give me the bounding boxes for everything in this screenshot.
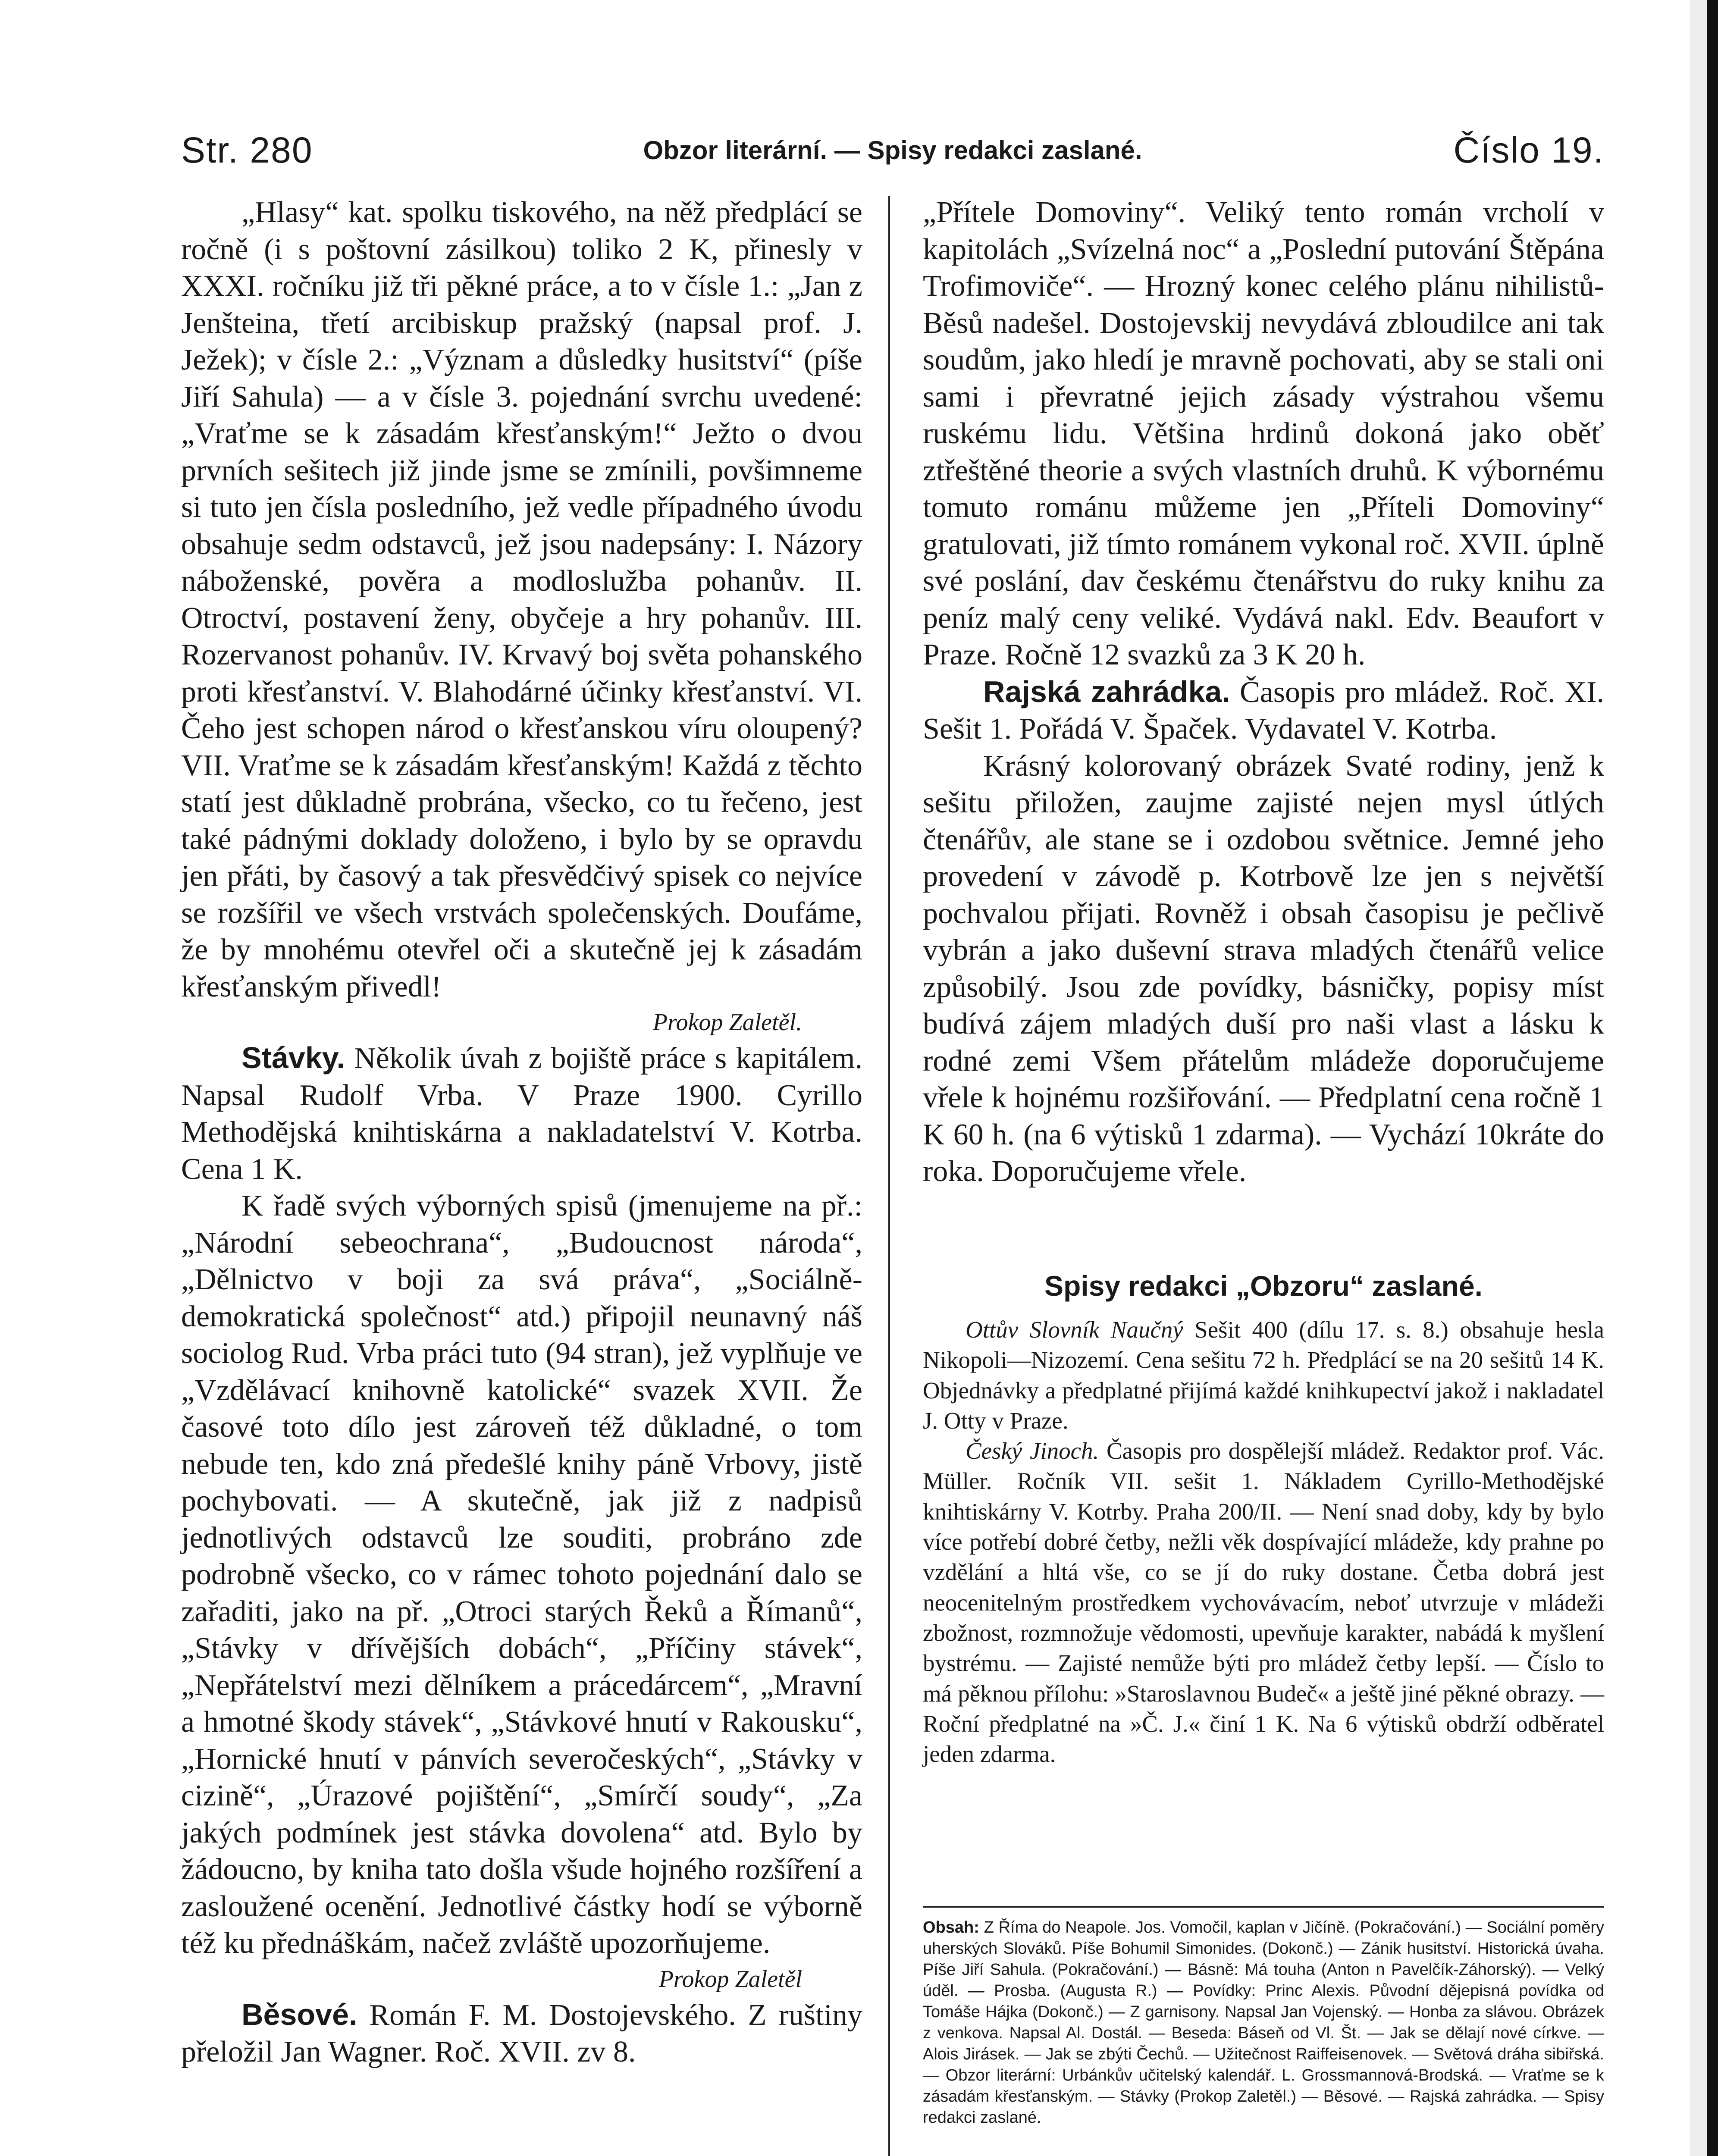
scan-edge-bar: [1707, 0, 1718, 2156]
rajska-intro: Časopis pro mládež. Roč. XI. Sešit 1. Pořádá V. Špaček. Vydavatel V. Kotrba.: [923, 675, 1604, 746]
page: [181, 0, 1604, 2156]
hlasy-review: „Hlasy“ kat. spolku tiskového, na něž předplácí se ročně (i s poštovní zásilkou) toliko 2 K, přinesly v XXXI. ročníku již tři pěkné práce, a to v čísle 1.: „Jan z Jenšteina, třetí arcibiskup pražský (napsal prof. J. Ježek); v čísle 2.: „Význam a důsledky husitství“ (píše Jiří Sahula) — a v čísle 3. pojednání svrchu uvedené: „Vraťme se k zásadám křesťanským!“ Ježto o dvou prvních sešitech již jinde jsme se zmínili, povšimneme si tuto jen čísla posledního, jež vedle případného úvodu obsahuje sedm odstavců, jež jsou nadepsány: I. Názory náboženské, pověra a modloslužba pohanův. II. Otroctví, postavení ženy, obyčeje a hry pohanův. III. Rozervanost pohanův. IV. Krvavý boj světa pohanského proti křesťanství. V. Blahodárné účinky křesťanství. VI. Čeho jest schopen národ o křesťanskou víru oloupený? VII. Vraťme se k zásadám křesťanským! Každá z těchto statí jest důkladně probrána, všecko, co tu řečeno, jest také pádnými doklady doloženo, i bylo by se opravdu jen přáti, by časový a tak přesvědčivý spisek co nejvíce se rozšířil ve všech vrstvách společenských. Doufáme, že by mnohému otevřel oči a skutečně jej k zásadám křesťanským přivedl!: [181, 196, 862, 1003]
ottuv-text: Sešit 400 (dílu 17. s. 8.) obsahuje hesla Nikopoli—Nizozemí. Cena sešitu 72 h. Předplácí se na 20 sešitů 14 K. Objednávky a předplatné přijímá každé knihkupectví jakož i nakladatel J. Otty v Praze.: [923, 1316, 1605, 1434]
review-signature: Prokop Zaletěl: [658, 1965, 802, 1993]
rajska-intro-paragraph: [923, 674, 1604, 748]
contents-text: Z Říma do Neapole. Jos. Vomočil, kaplan v Jičíně. (Pokračování.) — Sociální poměry uherských Slováků. Píše Bohumil Simonides. (Dokonč.) — Zánik husitství. Historická úvaha. Píše Jiří Sahula. (Pokračování.) — Básně: Má touha (Anton n Pavelčík-Záhorský). — Velký úděl. — Prosba. (Augusta R.) — Povídky: Princ Alexis. Původní dějepisná povídka od Tomáše Hájka (Dokonč.) — Z garnisony. Napsal Jan Vojenský. — Honba za slávou. Obrázek z venkova. Napsal Al. Dostál. — Beseda: Báseň od Vl. Št. — Jak se dělají nové církve. — Alois Jirásek. — Jak se zbýti Čechů. — Užitečnost Raiffeisenovek. — Světová dráha sibiřská. — Obzor literární: Urbánkův učitelský kalendář. L. Grossmannová-Brodská. — Vraťme se k zásadám křesťanským. — Stávky (Prokop Zaletěl.) — Běsové. — Rajská zahrádka. — Spisy redakci zaslané.: [923, 1918, 1605, 2127]
besove-title: Běsové.: [241, 1997, 357, 2031]
review-signature: Prokop Zaletěl.: [652, 1009, 802, 1036]
column-divider: [888, 196, 890, 2156]
rajska-review: Krásný kolorovaný obrázek Svaté rodiny, jenž k sešitu přiložen, zaujme zajisté nejen mysl útlých čtenářův, ale stane se i ozdobou světnice. Jemné jeho provedení v závodě p. Kotrbově lze jen s největší pochvalou přijati. Rovněž i obsah časopisu je pečlivě vybrán a jako duševní strava mladých čtenářů velice způsobilý. Jsou zde povídky, básničky, popisy míst budívá zájem mladých duší pro naši vlast a lásku k rodné zemi Všem přátelům mládeže doporučujeme vřele k hojnému rozšiřování. — Předplatní cena ročně 1 K 60 h. (na 6 výtisků 1 zdarma). — Vychází 10kráte do roka. Doporučujeme vřele.: [923, 749, 1604, 1188]
stavky-intro-paragraph: [181, 1040, 862, 1188]
besove-review-continued: „Přítele Domoviny“. Veliký tento román vrcholí v kapitolách „Svízelná noc“ a „Poslední putování Štěpána Trofimoviče“. — Hrozný konec celého plánu nihilistů-Běsů nadešel. Dostojevskij nevydává zbloudilce ani tak soudům, jako hledí je mravně pochovati, aby se stali oni sami i převratné jejich zásady výstrahou všemu ruskému lidu. Většina hrdinů dokoná jako oběť ztřeštěné theorie a svých vlastních druhů. K výbornému tomuto románu můžeme jen „Příteli Domoviny“ gratulovati, již tímto románem vykonal roč. XVII. úplně své poslání, dav českému čtenářstvu do ruky knihu za peníz malý ceny veliké. Vydává nakl. Edv. Beaufort v Praze. Ročně 12 svazků za 3 K 20 h.: [923, 196, 1604, 671]
section-title-spisy: Spisy redakci „Obzoru“ zaslané.: [1044, 1269, 1483, 1302]
contents-label: Obsah:: [923, 1918, 979, 1937]
running-title: Obzor literární. — Spisy redakci zaslané.: [643, 136, 1142, 165]
jinoch-text: Časopis pro dospělejší mládež. Redaktor prof. Vác. Müller. Ročník VII. sešit 1. Nákladem Cyrillo-Methodějské knihtiskárny V. Kotrby. Praha 200/II. — Není snad doby, kdy by bylo více potřebí dobré četby, nežli věk dospívající mládeže, kdy prahne po vzdělání a hltá vše, co se jí do ruky dostane. Četba dobrá jest neocenitelným prostředkem vychovávacím, neboť utvrzuje v mládeži zbožnost, rozmnožuje vědomosti, upevňuje karakter, nabádá k myšlení bystrému. — Zajisté nemůže býti pro mládež četby lepší. — Číslo to má pěknou přílohu: »Staroslavnou Budeč« a ještě jiné pěkné obrazy. — Roční předplatné na »Č. J.« činí 1 K. Na 6 výtisků obdrží odběratel jeden zdarma.: [923, 1438, 1604, 1767]
right-column: [923, 194, 1604, 2156]
page-number: Str. 280: [181, 130, 313, 170]
table-of-contents: [923, 1906, 1604, 2128]
page-header: [181, 129, 1604, 177]
stavky-title: Stávky.: [241, 1041, 345, 1075]
jinoch-entry: [923, 1436, 1604, 1769]
rajska-title: Rajská zahrádka.: [983, 674, 1230, 708]
scan-edge-shadow: [1690, 0, 1707, 2156]
stavky-review: K řadě svých výborných spisů (jmenujeme na př.: „Národní sebeochrana“, „Budoucnost národa“, „Dělnictvo v boji za svá práva“, „Sociálně-demokratická společnost“ atd.) připojil neunavný náš sociolog Rud. Vrba práci tuto (94 stran), jež vyplňuje ve „Vzdělávací knihovně katolické“ svazek XVII. Že časové toto dílo jest zároveň též důkladné, o tom nebude ten, kdo zná předešlé knihy páně Vrbovy, jistě pochybovati. — A skutečně, jak již z nadpisů jednotlivých odstavců lze souditi, probráno zde podrobně všecko, co v rámec tohoto pojednání dalo se zařaditi, jako na př. „Otroci starých Řeků a Římanů“, „Stávky v dřívějších dobách“, „Příčiny stávek“, „Nepřátelství mezi dělníkem a prácedárcem“, „Mravní a hmotné škody stávek“, „Stávkové hnutí v Rakousku“, „Hornické hnutí v pánvích severočeských“, „Stávky v cizině“, „Úrazové pojištění“, „Smírčí soudy“, „Za jakých podmínek jest stávka dovolena“ atd. Bylo by žádoucno, by kniha tato došla všude hojného rozšíření a zasloužené ocenění. Jednotlivé částky hodí se výborně též ku přednáškám, načež zvláště upozorňujeme.: [181, 1189, 862, 1960]
spisy-list: [923, 1315, 1604, 1769]
besove-intro: Román F. M. Dostojevského. Z ruštiny přeložil Jan Wagner. Roč. XVII. zv 8.: [181, 1998, 862, 2068]
issue-number: Číslo 19.: [1453, 130, 1604, 170]
ottuv-name: Ottův Slovník Naučný: [966, 1316, 1183, 1343]
stavky-intro: Několik úvah z bojiště práce s kapitálem. Napsal Rudolf Vrba. V Praze 1900. Cyrillo Methodějská knihtiskárna a nakladatelství V. Kotrba. Cena 1 K.: [181, 1042, 863, 1186]
ottuv-entry: [923, 1315, 1604, 1436]
left-column: [181, 194, 862, 2156]
besove-intro-paragraph: [181, 1996, 862, 2071]
jinoch-name: Český Jinoch.: [966, 1438, 1099, 1464]
